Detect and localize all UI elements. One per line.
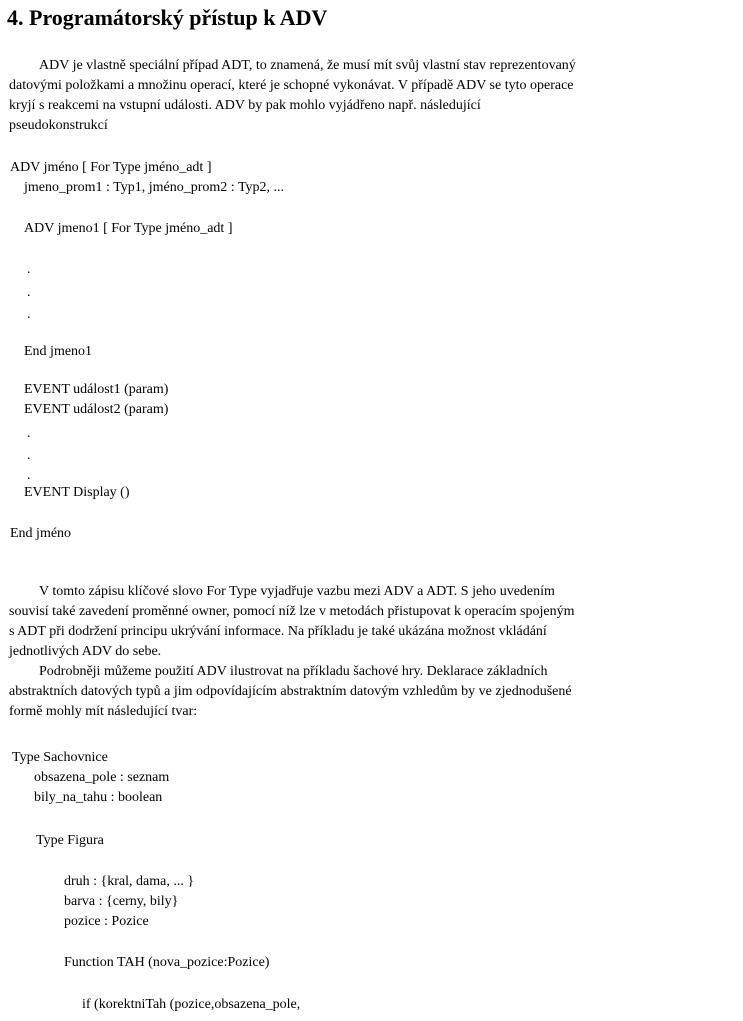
- code-line: if (korektniTah (pozice,obsazena_pole,: [82, 997, 301, 1012]
- code-line: jmeno_prom1 : Typ1, jméno_prom2 : Typ2, ...: [24, 180, 285, 195]
- intro-line: ADV je vlastně speciální případ ADT, to znamená, že musí mít svůj vlastní stav reprezentovaný: [39, 58, 576, 73]
- explanation-line: abstraktních datových typů a jim odpovídajícím abstraktním datovým vzhledům by ve zjednodušené: [9, 684, 572, 699]
- explanation-line: jednotlivých ADV do sebe.: [9, 644, 162, 659]
- explanation-line: souvisí také zavedení proměnné owner, pomocí níž lze v metodách přistupovat k operacím spojeným: [9, 604, 575, 619]
- code-line: .: [27, 448, 31, 463]
- intro-line: pseudokonstrukcí: [9, 118, 108, 133]
- code-line: barva : {cerny, bily}: [64, 894, 179, 909]
- code-line: bily_na_tahu : boolean: [34, 790, 163, 805]
- code-line: .: [27, 262, 31, 277]
- code-line: Function TAH (nova_pozice:Pozice): [64, 955, 270, 970]
- section-heading: 4. Programátorský přístup k ADV: [7, 5, 328, 30]
- explanation-line: Podrobněji můžeme použití ADV ilustrovat na příkladu šachové hry. Deklarace základních: [39, 664, 548, 679]
- code-line: Type Figura: [36, 833, 104, 848]
- code-line: .: [27, 426, 31, 441]
- intro-paragraph: [9, 56, 727, 136]
- code-line: EVENT Display (): [24, 485, 130, 500]
- code-line: druh : {kral, dama, ... }: [64, 874, 195, 889]
- explanation-paragraph: [9, 582, 727, 722]
- code-line: .: [27, 285, 31, 300]
- code-line: End jmeno1: [24, 344, 93, 359]
- code-line: EVENT událost2 (param): [24, 402, 169, 417]
- code-line: pozice : Pozice: [64, 914, 149, 929]
- explanation-line: V tomto zápisu klíčové slovo For Type vyjadřuje vazbu mezi ADV a ADT. S jeho uvedením: [39, 584, 555, 599]
- explanation-line: s ADT při dodržení principu ukrývání informace. Na příkladu je také ukázána možnost vkládání: [9, 624, 547, 639]
- code-line: EVENT událost1 (param): [24, 382, 169, 397]
- intro-line: datovými položkami a množinu operací, které je schopné vykonávat. V případě ADV se tyto operace: [9, 78, 574, 93]
- code-line: .: [27, 307, 31, 322]
- code-line: obsazena_pole : seznam: [34, 770, 170, 785]
- code-line: Type Sachovnice: [12, 750, 108, 765]
- intro-line: kryjí s reakcemi na vstupní události. ADV by pak mohlo vyjádřeno např. následující: [9, 98, 481, 113]
- code-line: End jméno: [10, 526, 72, 541]
- code-line: .: [27, 468, 31, 483]
- code-line: ADV jmeno1 [ For Type jméno_adt ]: [24, 221, 233, 236]
- explanation-line: formě mohly mít následující tvar:: [9, 704, 198, 719]
- code-line: ADV jméno [ For Type jméno_adt ]: [10, 160, 212, 175]
